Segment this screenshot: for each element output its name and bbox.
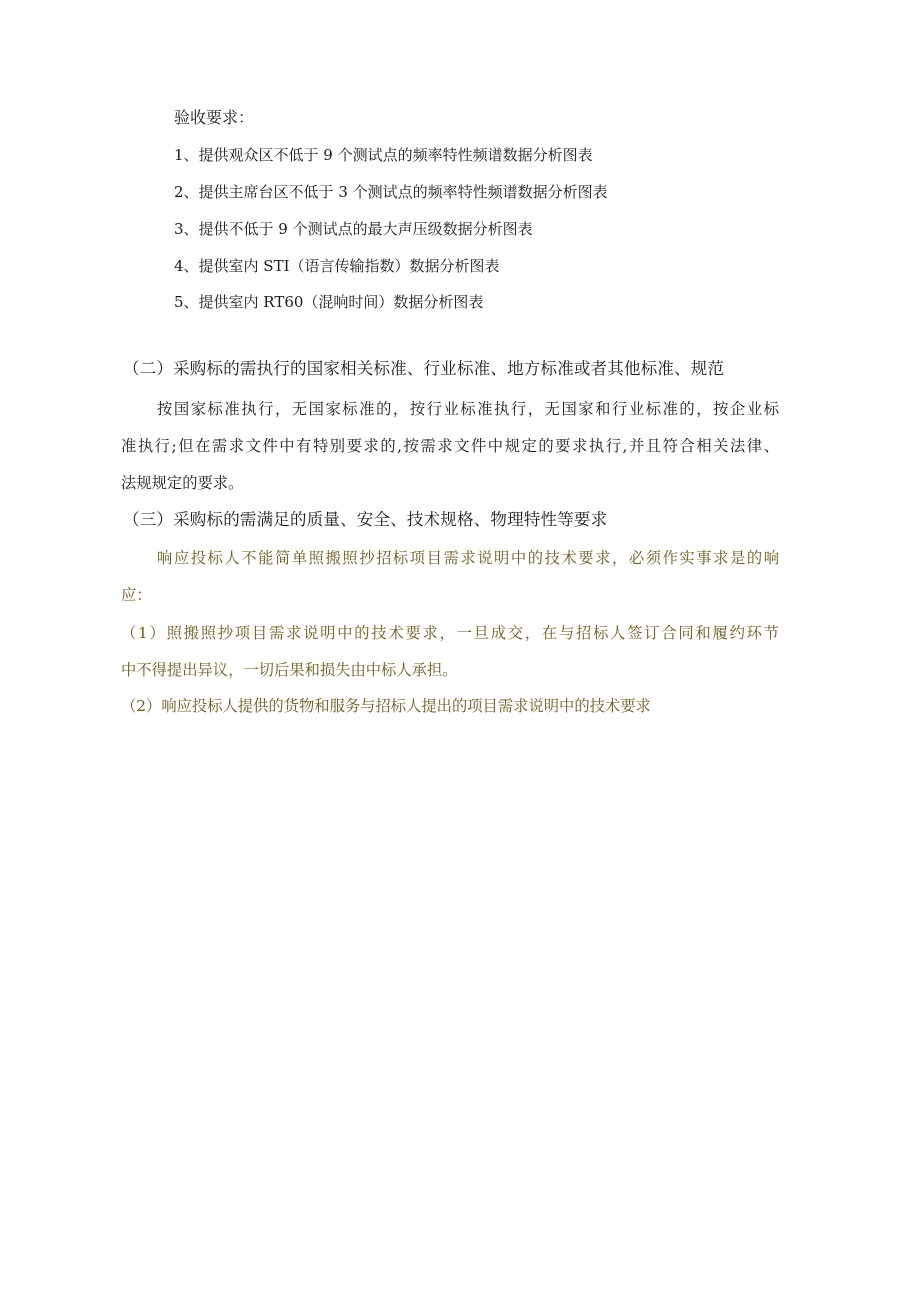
- section-3-intro-line-2: 应：: [121, 586, 152, 604]
- section-2-paragraph-line-1: 按国家标准执行，无国家标准的，按行业标准执行，无国家和行业标准的，按企业标: [157, 400, 779, 418]
- section-3-intro-line-1: 响应投标人不能简单照搬照抄招标项目需求说明中的技术要求，必须作实事求是的响: [157, 549, 779, 567]
- acceptance-item-2: 2、提供主席台区不低于 3 个测试点的频率特性频谱数据分析图表: [174, 183, 608, 201]
- section-3-point-1-line-2: 中不得提出异议，一切后果和损失由中标人承担。: [121, 661, 458, 679]
- acceptance-item-3: 3、提供不低于 9 个测试点的最大声压级数据分析图表: [174, 220, 533, 238]
- acceptance-item-1: 1、提供观众区不低于 9 个测试点的频率特性频谱数据分析图表: [174, 146, 593, 164]
- acceptance-item-5: 5、提供室内 RT60（混响时间）数据分析图表: [174, 293, 484, 311]
- section-3-point-1-line-1: （1）照搬照抄项目需求说明中的技术要求，一旦成交，在与招标人签订合同和履约环节: [121, 624, 779, 642]
- section-3-heading: （三）采购标的需满足的质量、安全、技术规格、物理特性等要求: [123, 510, 608, 529]
- section-2-heading: （二）采购标的需执行的国家相关标准、行业标准、地方标准或者其他标准、规范: [123, 359, 725, 378]
- section-2-paragraph-line-3: 法规规定的要求。: [121, 474, 244, 492]
- section-2-paragraph-line-2: 准执行;但在需求文件中有特别要求的,按需求文件中规定的要求执行,并且符合相关法律、: [121, 437, 779, 455]
- acceptance-title: 验收要求：: [174, 108, 255, 127]
- acceptance-item-4: 4、提供室内 STI（语言传输指数）数据分析图表: [174, 257, 500, 275]
- section-3-point-2-line-1: （2）响应投标人提供的货物和服务与招标人提出的项目需求说明中的技术要求: [121, 697, 651, 715]
